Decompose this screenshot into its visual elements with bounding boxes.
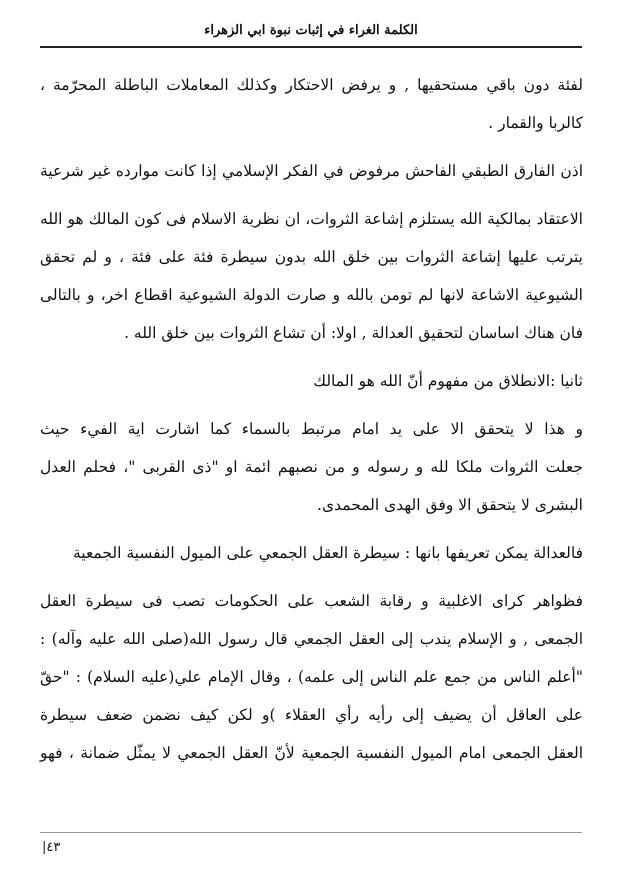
text-line: لفئة دون باقي مستحقيها , و يرفض الاحتكار وكذلك المعاملات الباطلة المحرّمة ، [40,76,583,94]
paragraph-1 [40,66,583,142]
page-number [40,838,100,858]
text-line: الشيوعية الاشاعة لانها لم تومن بالله و صارت الدولة الشيوعية اقطاع اخر، و بالتالى [40,286,583,304]
text-line: فظواهر كراى الاغلبية و رقابة الشعب على الحكومات تصب فى سيطرة العقل [40,592,583,610]
text-line: كالربا والقمار . [488,114,583,132]
text-line: الجمعى , و الإسلام يندب إلى العقل الجمعي قال رسول الله(صلى الله عليه وآله) : [40,630,583,648]
text-line: جعلت الثروات ملكا لله و رسوله و من نصبهم ائمة او "ذى القربى "، فحلم العدل [40,458,583,476]
footer-rule [40,832,582,833]
header-rule [40,46,582,48]
text-line: يترتب عليها إشاعة الثروات بين خلق الله بدون سيطرة فئة على فئة ، و لم تحقق [40,248,583,266]
paragraph-4 [40,362,583,400]
text-line: اذن الفارق الطبقي الفاحش مرفوض في الفكر الإسلامي إذا كانت موارده غير شرعية [40,162,583,180]
text-line: الاعتقاد بمالكية الله يستلزم إشاعة الثروات، ان نظرية الاسلام فى كون المالك هو الله [40,210,583,228]
text-line: البشرى لا يتحقق الا وفق الهدى المحمدى. [317,496,583,514]
paragraph-5 [40,410,583,524]
running-header: الكلمة الغراء في إثبات نبوة ابي الزهراء [204,23,418,38]
page-number-value: ٤٣ [46,840,61,855]
text-line: و هذا لا يتحقق الا على يد امام مرتبط بالسماء كما اشارت اية الفيء حيث [40,420,583,438]
paragraph-7 [40,582,583,772]
page-number-separator: | [42,840,47,855]
paragraph-6 [40,534,583,572]
text-line: على العاقل أن يضيف إلى رأيه رأي العقلاء )و لكن كيف نضمن ضعف سيطرة [40,706,583,724]
text-line: "أعلم الناس من جمع علم الناس إلى علمه) ، وقال الإمام علي(عليه السلام) : "حقّ [40,668,583,686]
paragraph-3 [40,200,583,352]
text-line: فالعدالة يمكن تعريفها بانها : سيطرة العقل الجمعي على الميول النفسية الجمعية [72,544,583,562]
text-line: فان هناك اساسان لتحقيق العدالة , اولا: أن تشاع الثروات بين خلق الله . [124,324,583,342]
paragraph-2 [40,152,583,190]
text-line: ثانيا :الانطلاق من مفهوم أنّ الله هو المالك [313,372,583,390]
body-text [40,66,583,772]
text-line: العقل الجمعى امام الميول النفسية الجمعية لأنّ العقل الجمعي لا يمثّل ضمانة ، فهو [40,744,583,762]
